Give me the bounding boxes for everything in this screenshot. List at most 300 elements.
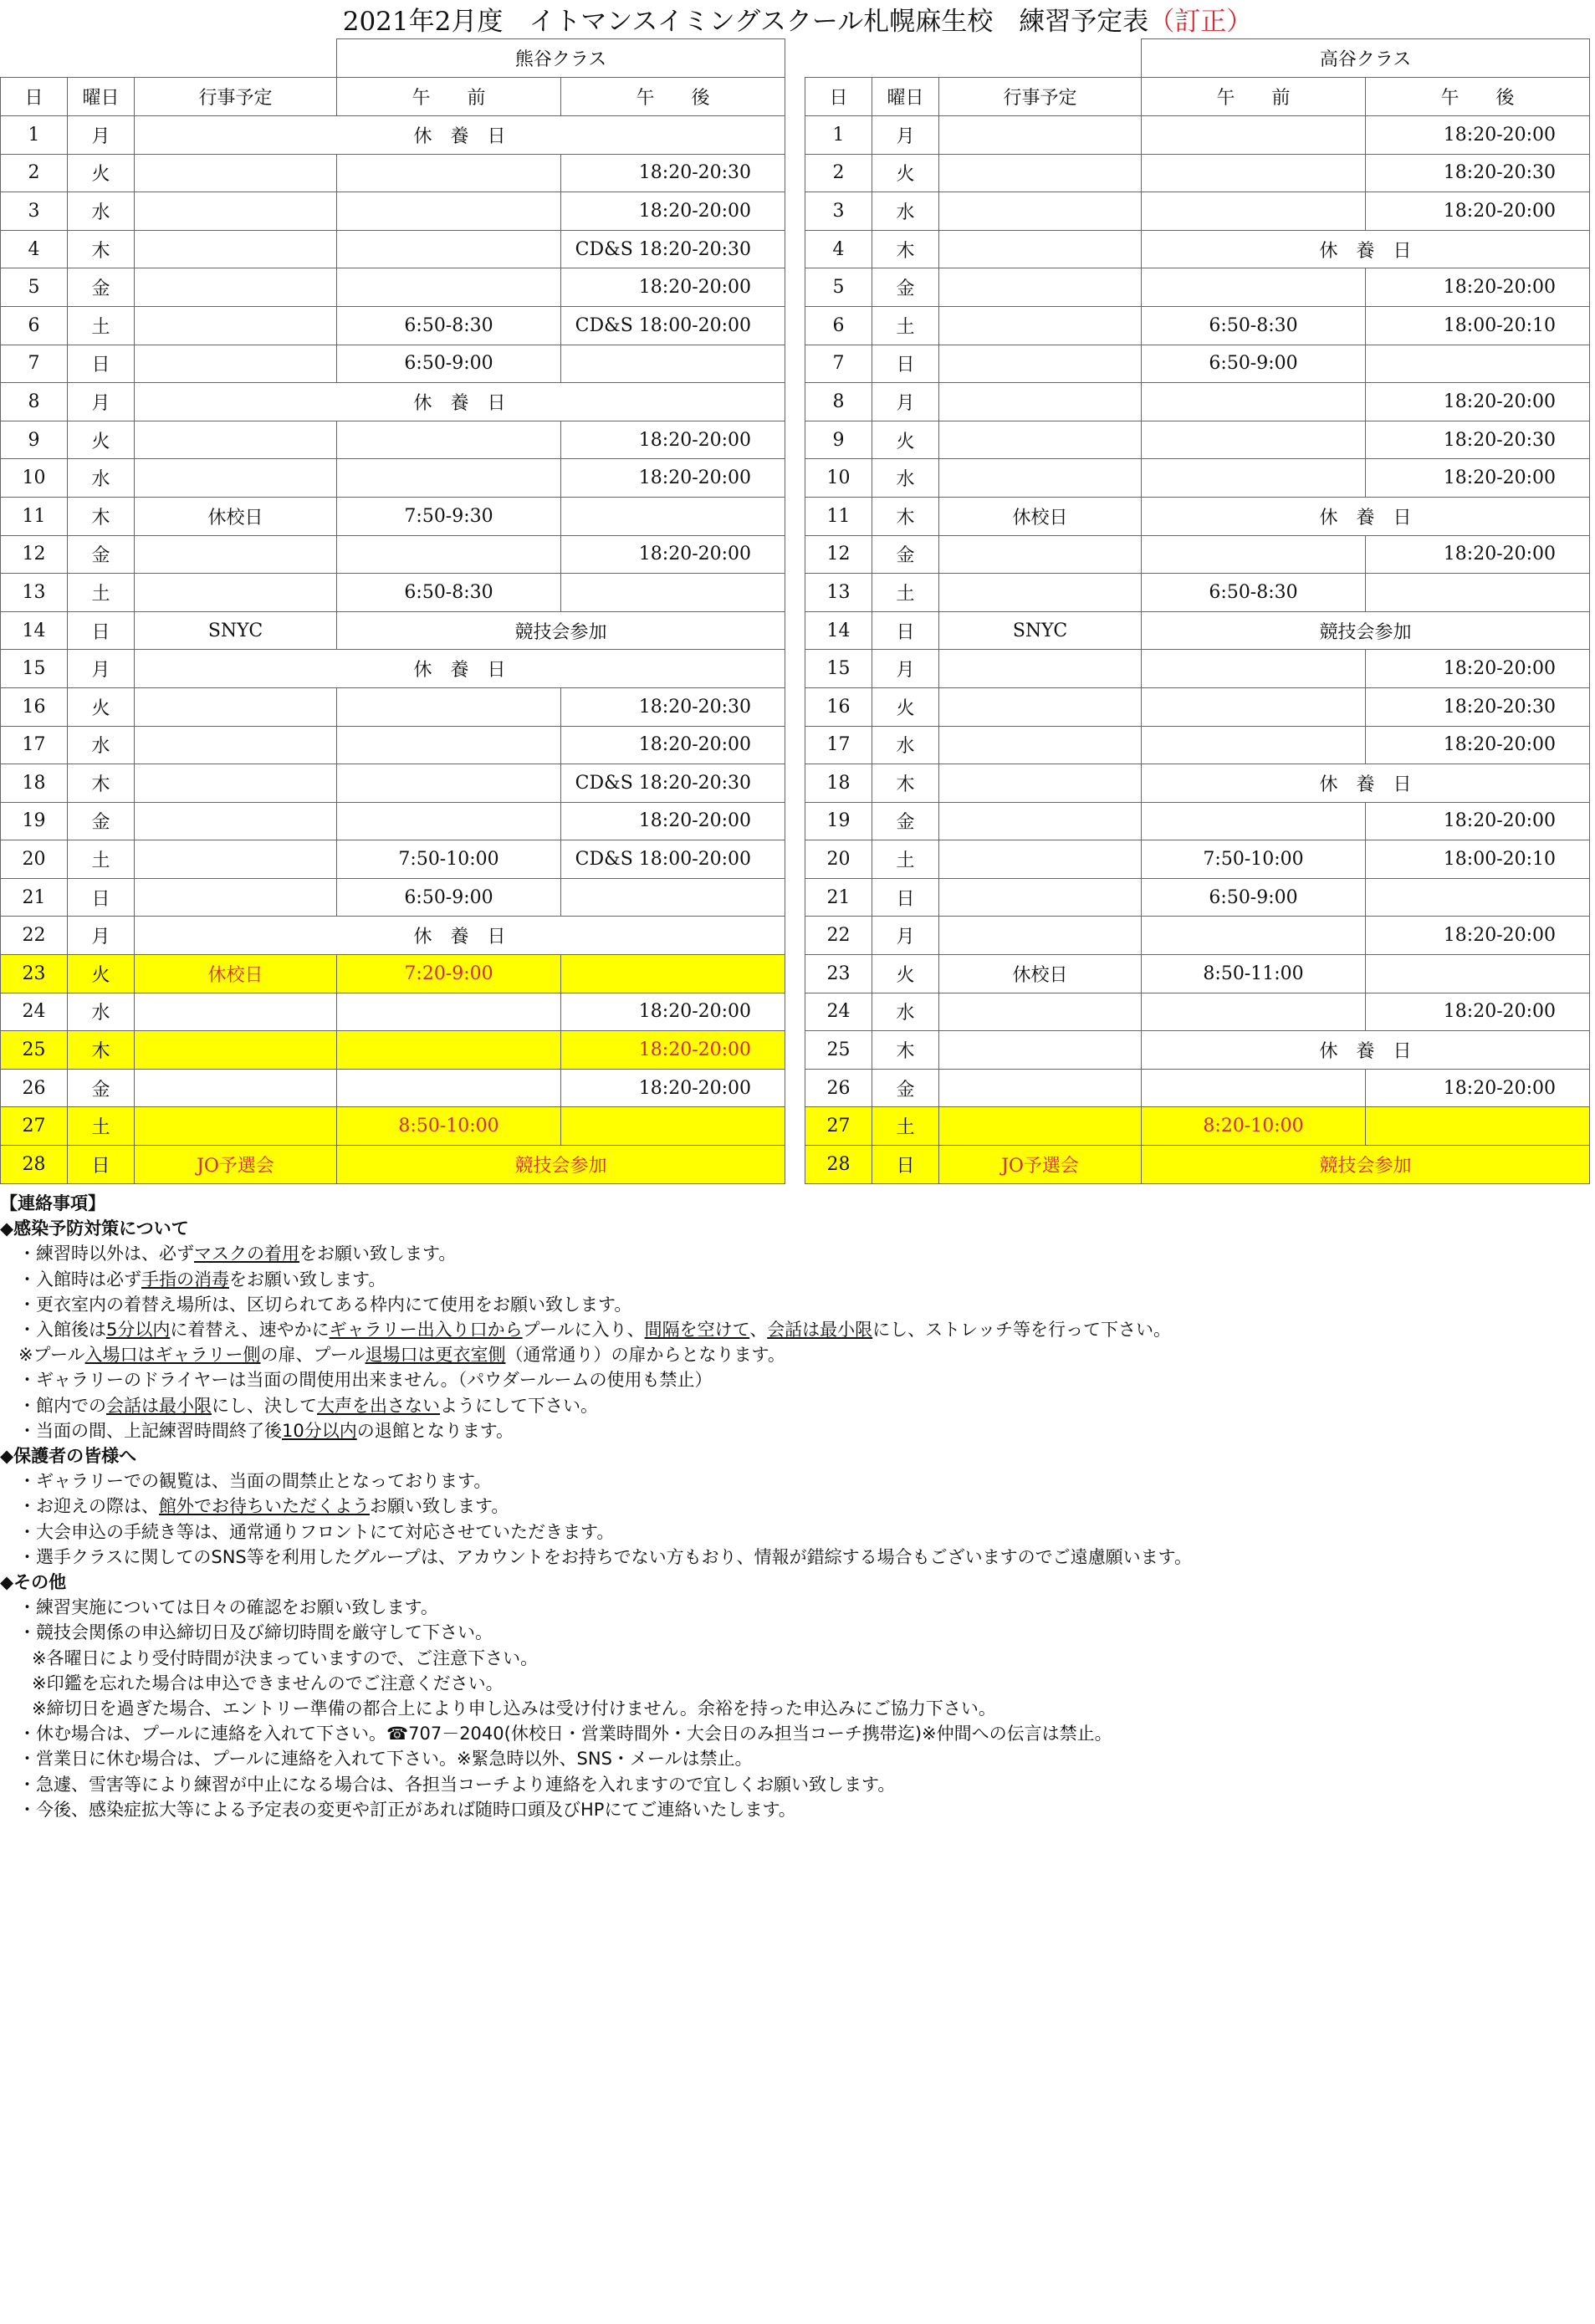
schedule-row (1, 650, 785, 688)
title-main: 2021年2月度 イトマンスイミングスクール札幌麻生校 練習予定表 (342, 7, 1149, 37)
day-cell: 24 (1, 993, 68, 1031)
day-cell: 11 (805, 497, 872, 535)
schedule-row (1, 802, 785, 840)
am-cell (1142, 726, 1366, 764)
day-cell: 6 (1, 306, 68, 345)
schedule-row (805, 535, 1590, 574)
notes-item: ・今後、感染症拡大等による予定表の変更や訂正があれば随時口頭及びHPにてご連絡いたします。 (18, 1799, 796, 1820)
day-cell: 13 (805, 574, 872, 612)
event-cell (939, 1031, 1142, 1070)
event-cell: 休校日 (135, 497, 337, 535)
class-name: 高谷クラス (1142, 39, 1590, 78)
day-cell: 4 (805, 230, 872, 268)
event-cell (135, 574, 337, 612)
event-cell (135, 687, 337, 726)
schedule-row (805, 306, 1590, 345)
weekday-cell: 金 (68, 268, 135, 307)
event-cell: SNYC (135, 611, 337, 650)
schedule-row (1, 1107, 785, 1146)
schedule-row (1, 535, 785, 574)
notes-item: ・入館後は5分以内に着替え、速やかにギャラリー出入り口からプールに入り、間隔を空けて、会話は最小限にし、ストレッチ等を行って下さい。 (18, 1320, 1171, 1340)
event-cell (135, 878, 337, 917)
event-cell (135, 802, 337, 840)
am-cell (1142, 993, 1366, 1031)
schedule-row (1, 840, 785, 879)
day-cell: 21 (1, 878, 68, 917)
notes-item: ・練習実施については日々の確認をお願い致します。 (18, 1597, 438, 1618)
notes-item: ・大会申込の手続き等は、通常通りフロントにて対応させていただきます。 (18, 1521, 615, 1542)
notes-heading: 【連絡事項】 (0, 1193, 105, 1213)
event-cell (939, 306, 1142, 345)
event-cell (135, 1069, 337, 1107)
notes-item: ※各曜日により受付時間が決まっていますので、ご注意下さい。 (32, 1647, 539, 1668)
col-am: 午 前 (1142, 78, 1366, 116)
header-blank (805, 39, 1142, 78)
day-cell: 7 (805, 345, 872, 383)
pm-cell (1366, 878, 1590, 917)
schedule-row (1, 955, 785, 993)
col-day: 日 (805, 78, 872, 116)
page-title (0, 5, 1595, 38)
schedule-row (1, 230, 785, 268)
day-cell: 7 (1, 345, 68, 383)
schedule-row (805, 955, 1590, 993)
schedule-row (805, 459, 1590, 498)
pm-cell: 18:20-20:00 (1366, 726, 1590, 764)
notes-item: ・お迎えの際は、館外でお待ちいただくようお願い致します。 (18, 1496, 509, 1517)
day-cell: 3 (805, 192, 872, 231)
pm-cell: 18:20-20:00 (1366, 802, 1590, 840)
schedule-table-takaya (805, 38, 1590, 1184)
day-cell: 25 (805, 1031, 872, 1070)
weekday-cell: 水 (872, 459, 939, 498)
am-cell: 7:50-9:30 (337, 497, 561, 535)
weekday-cell: 月 (68, 650, 135, 688)
weekday-cell: 火 (68, 421, 135, 459)
notes-item: ・競技会関係の申込締切日及び締切時間を厳守して下さい。 (18, 1622, 493, 1643)
notes-item: ・更衣室内の着替え場所は、区切られてある枠内にて使用をお願い致します。 (18, 1294, 632, 1315)
notes-item: ・練習時以外は、必ずマスクの着用をお願い致します。 (18, 1244, 457, 1264)
event-cell (135, 993, 337, 1031)
day-cell: 16 (805, 687, 872, 726)
day-cell: 10 (805, 459, 872, 498)
event-cell (939, 764, 1142, 803)
weekday-cell: 金 (872, 268, 939, 307)
day-cell: 6 (805, 306, 872, 345)
merged-time-cell: 競技会参加 (337, 1146, 785, 1184)
pm-cell: 18:20-20:00 (561, 802, 785, 840)
pm-cell: 18:20-20:30 (561, 687, 785, 726)
event-cell (135, 306, 337, 345)
event-cell (135, 535, 337, 574)
col-pm: 午 後 (561, 78, 785, 116)
rest-day-cell: 休 養 日 (135, 650, 785, 688)
am-cell: 7:50-10:00 (1142, 840, 1366, 879)
day-cell: 19 (805, 802, 872, 840)
merged-time-cell: 休 養 日 (1142, 497, 1590, 535)
notes-item: ・急遽、雪害等により練習が中止になる場合は、各担当コーチより連絡を入れますので宜しくお願い致します。 (18, 1774, 896, 1795)
notes-item: ※プール入場口はギャラリー側の扉、プール退場口は更衣室側（通常通り）の扉からとなります。 (18, 1345, 785, 1366)
weekday-cell: 水 (872, 993, 939, 1031)
day-cell: 12 (1, 535, 68, 574)
pm-cell (561, 878, 785, 917)
schedule-row (1, 687, 785, 726)
schedule-row (805, 230, 1590, 268)
day-cell: 2 (805, 154, 872, 192)
day-cell: 20 (805, 840, 872, 879)
day-cell: 14 (805, 611, 872, 650)
pm-cell: 18:20-20:30 (561, 154, 785, 192)
weekday-cell: 木 (872, 230, 939, 268)
event-cell (135, 230, 337, 268)
day-cell: 12 (805, 535, 872, 574)
schedule-row (805, 687, 1590, 726)
weekday-cell: 水 (68, 726, 135, 764)
weekday-cell: 金 (68, 535, 135, 574)
event-cell (135, 1107, 337, 1146)
weekday-cell: 火 (872, 421, 939, 459)
weekday-cell: 土 (68, 574, 135, 612)
col-day: 日 (1, 78, 68, 116)
event-cell (939, 459, 1142, 498)
event-cell (939, 192, 1142, 231)
am-cell (1142, 192, 1366, 231)
event-cell (939, 650, 1142, 688)
am-cell (1142, 383, 1366, 421)
event-cell (939, 535, 1142, 574)
weekday-cell: 水 (68, 459, 135, 498)
schedule-row (805, 116, 1590, 155)
notes-heading: ◆保護者の皆様へ (0, 1446, 137, 1466)
event-cell (939, 383, 1142, 421)
schedule-row (805, 917, 1590, 955)
event-cell: JO予選会 (939, 1146, 1142, 1184)
am-cell: 7:50-10:00 (337, 840, 561, 879)
weekday-cell: 土 (68, 1107, 135, 1146)
weekday-cell: 水 (68, 192, 135, 231)
am-cell: 6:50-9:00 (337, 345, 561, 383)
schedule-row (805, 497, 1590, 535)
day-cell: 8 (1, 383, 68, 421)
pm-cell (561, 574, 785, 612)
weekday-cell: 木 (68, 1031, 135, 1070)
day-cell: 17 (1, 726, 68, 764)
weekday-cell: 木 (872, 764, 939, 803)
day-cell: 18 (805, 764, 872, 803)
day-cell: 20 (1, 840, 68, 879)
merged-time-cell: 休 養 日 (1142, 1031, 1590, 1070)
am-cell (1142, 154, 1366, 192)
schedule-row (1, 611, 785, 650)
pm-cell: 18:20-20:00 (1366, 383, 1590, 421)
schedule-row (1, 1031, 785, 1070)
am-cell: 6:50-8:30 (1142, 574, 1366, 612)
am-cell (337, 535, 561, 574)
schedule-table-kumagai (0, 38, 785, 1184)
schedule-row (805, 611, 1590, 650)
notes-item: ・館内での会話は最小限にし、決して大声を出さないようにして下さい。 (18, 1395, 598, 1416)
am-cell (337, 1031, 561, 1070)
schedule-row (805, 421, 1590, 459)
col-event: 行事予定 (939, 78, 1142, 116)
weekday-cell: 火 (68, 687, 135, 726)
pm-cell (1366, 345, 1590, 383)
weekday-cell: 日 (872, 345, 939, 383)
am-cell (337, 230, 561, 268)
event-cell: 休校日 (135, 955, 337, 993)
am-cell: 8:50-11:00 (1142, 955, 1366, 993)
am-cell: 7:20-9:00 (337, 955, 561, 993)
schedule-row (805, 726, 1590, 764)
pm-cell (561, 345, 785, 383)
schedule-row (805, 1146, 1590, 1184)
event-cell (135, 840, 337, 879)
day-cell: 22 (805, 917, 872, 955)
merged-time-cell: 競技会参加 (337, 611, 785, 650)
am-cell (337, 192, 561, 231)
weekday-cell: 月 (68, 917, 135, 955)
pm-cell: 18:20-20:00 (1366, 917, 1590, 955)
schedule-row (1, 116, 785, 155)
am-cell (1142, 802, 1366, 840)
day-cell: 15 (805, 650, 872, 688)
weekday-cell: 木 (872, 1031, 939, 1070)
schedule-row (805, 993, 1590, 1031)
weekday-cell: 土 (872, 840, 939, 879)
schedule-row (805, 1107, 1590, 1146)
schedule-row (805, 1069, 1590, 1107)
event-cell (939, 345, 1142, 383)
day-cell: 16 (1, 687, 68, 726)
event-cell (939, 687, 1142, 726)
pm-cell: CD&S 18:20-20:30 (561, 764, 785, 803)
day-cell: 24 (805, 993, 872, 1031)
col-pm: 午 後 (1366, 78, 1590, 116)
event-cell (939, 154, 1142, 192)
day-cell: 2 (1, 154, 68, 192)
pm-cell (1366, 574, 1590, 612)
event-cell (939, 840, 1142, 879)
weekday-cell: 日 (68, 1146, 135, 1184)
day-cell: 5 (805, 268, 872, 307)
event-cell (135, 154, 337, 192)
weekday-cell: 水 (872, 192, 939, 231)
day-cell: 9 (1, 421, 68, 459)
day-cell: 27 (1, 1107, 68, 1146)
notes-item: ・選手クラスに関してのSNS等を利用したグループは、アカウントをお持ちでない方もおり、情報が錯綜する場合もございますのでご遠慮願います。 (18, 1546, 1192, 1567)
event-cell: 休校日 (939, 497, 1142, 535)
weekday-cell: 火 (68, 154, 135, 192)
weekday-cell: 日 (68, 611, 135, 650)
weekday-cell: 月 (872, 650, 939, 688)
notes-item: ※締切日を過ぎた場合、エントリー準備の都合上により申し込みは受け付けません。余裕を持った申込みにご協力下さい。 (32, 1698, 996, 1719)
day-cell: 17 (805, 726, 872, 764)
pm-cell (1366, 1107, 1590, 1146)
am-cell (337, 993, 561, 1031)
notes-item: ・営業日に休む場合は、プールに連絡を入れて下さい。※緊急時以外、SNS・メールは禁止。 (18, 1749, 753, 1770)
am-cell (1142, 535, 1366, 574)
schedule-row (1, 764, 785, 803)
day-cell: 19 (1, 802, 68, 840)
header-blank (1, 39, 337, 78)
weekday-cell: 土 (872, 1107, 939, 1146)
pm-cell: 18:20-20:00 (561, 726, 785, 764)
am-cell: 6:50-9:00 (1142, 345, 1366, 383)
event-cell (939, 726, 1142, 764)
schedule-row (1, 459, 785, 498)
pm-cell: 18:20-20:30 (1366, 687, 1590, 726)
pm-cell: 18:20-20:00 (561, 192, 785, 231)
am-cell (1142, 459, 1366, 498)
schedule-row (1, 345, 785, 383)
event-cell (939, 878, 1142, 917)
event-cell (135, 421, 337, 459)
weekday-cell: 水 (68, 993, 135, 1031)
am-cell (337, 1069, 561, 1107)
weekday-cell: 火 (68, 955, 135, 993)
schedule-row (1, 1069, 785, 1107)
weekday-cell: 日 (872, 611, 939, 650)
event-cell (939, 574, 1142, 612)
am-cell (337, 421, 561, 459)
pm-cell: CD&S 18:00-20:00 (561, 840, 785, 879)
pm-cell (1366, 955, 1590, 993)
pm-cell: 18:20-20:00 (561, 1031, 785, 1070)
pm-cell: 18:20-20:00 (1366, 459, 1590, 498)
pm-cell: 18:20-20:00 (561, 1069, 785, 1107)
col-event: 行事予定 (135, 78, 337, 116)
weekday-cell: 土 (68, 840, 135, 879)
merged-time-cell: 競技会参加 (1142, 611, 1590, 650)
weekday-cell: 金 (68, 802, 135, 840)
schedule-row (805, 345, 1590, 383)
pm-cell: 18:20-20:00 (1366, 650, 1590, 688)
pm-cell: 18:20-20:30 (1366, 421, 1590, 459)
weekday-cell: 日 (68, 878, 135, 917)
merged-time-cell: 競技会参加 (1142, 1146, 1590, 1184)
day-cell: 18 (1, 764, 68, 803)
day-cell: 4 (1, 230, 68, 268)
day-cell: 8 (805, 383, 872, 421)
event-cell (939, 421, 1142, 459)
event-cell (135, 192, 337, 231)
pm-cell: CD&S 18:20-20:30 (561, 230, 785, 268)
pm-cell: 18:20-20:30 (1366, 154, 1590, 192)
schedule-row (1, 917, 785, 955)
day-cell: 25 (1, 1031, 68, 1070)
schedule-row (1, 574, 785, 612)
rest-day-cell: 休 養 日 (135, 383, 785, 421)
notes-item: ・ギャラリーのドライヤーは当面の間使用出来ません。（パウダールームの使用も禁止） (18, 1370, 713, 1391)
weekday-cell: 火 (872, 154, 939, 192)
weekday-cell: 水 (872, 726, 939, 764)
weekday-cell: 金 (872, 802, 939, 840)
weekday-cell: 月 (872, 917, 939, 955)
day-cell: 1 (1, 116, 68, 155)
pm-cell: 18:20-20:00 (1366, 993, 1590, 1031)
rest-day-cell: 休 養 日 (135, 917, 785, 955)
pm-cell: 18:20-20:00 (1366, 192, 1590, 231)
am-cell (337, 764, 561, 803)
weekday-cell: 木 (872, 497, 939, 535)
am-cell (337, 802, 561, 840)
pm-cell: 18:00-20:10 (1366, 840, 1590, 879)
day-cell: 21 (805, 878, 872, 917)
day-cell: 3 (1, 192, 68, 231)
merged-time-cell: 休 養 日 (1142, 230, 1590, 268)
title-correction-mark: （訂正） (1148, 7, 1253, 37)
day-cell: 9 (805, 421, 872, 459)
weekday-cell: 月 (872, 383, 939, 421)
event-cell (939, 1107, 1142, 1146)
am-cell: 6:50-9:00 (337, 878, 561, 917)
weekday-cell: 金 (872, 535, 939, 574)
schedule-row (805, 650, 1590, 688)
schedule-row (1, 268, 785, 307)
event-cell (939, 993, 1142, 1031)
pm-cell: 18:20-20:00 (561, 535, 785, 574)
schedule-row (1, 497, 785, 535)
pm-cell: 18:20-20:00 (561, 459, 785, 498)
event-cell (135, 726, 337, 764)
schedule-row (805, 383, 1590, 421)
weekday-cell: 日 (68, 345, 135, 383)
event-cell (135, 1031, 337, 1070)
weekday-cell: 金 (872, 1069, 939, 1107)
day-cell: 28 (805, 1146, 872, 1184)
weekday-cell: 木 (68, 497, 135, 535)
notes-item: ・当面の間、上記練習時間終了後10分以内の退館となります。 (18, 1420, 514, 1441)
pm-cell: CD&S 18:00-20:00 (561, 306, 785, 345)
weekday-cell: 木 (68, 230, 135, 268)
event-cell: JO予選会 (135, 1146, 337, 1184)
weekday-cell: 木 (68, 764, 135, 803)
schedule-row (1, 726, 785, 764)
notes-item: ※印鑑を忘れた場合は申込できませんのでご注意ください。 (32, 1673, 504, 1693)
schedule-row (1, 1146, 785, 1184)
event-cell (135, 764, 337, 803)
day-cell: 11 (1, 497, 68, 535)
am-cell: 8:50-10:00 (337, 1107, 561, 1146)
am-cell (337, 726, 561, 764)
event-cell (939, 230, 1142, 268)
day-cell: 23 (1, 955, 68, 993)
schedule-row (1, 993, 785, 1031)
day-cell: 13 (1, 574, 68, 612)
weekday-cell: 土 (68, 306, 135, 345)
am-cell (1142, 650, 1366, 688)
pm-cell: 18:00-20:10 (1366, 306, 1590, 345)
weekday-cell: 火 (872, 955, 939, 993)
am-cell: 6:50-8:30 (1142, 306, 1366, 345)
pm-cell (561, 497, 785, 535)
am-cell: 6:50-8:30 (337, 306, 561, 345)
col-am: 午 前 (337, 78, 561, 116)
am-cell (337, 154, 561, 192)
event-cell (939, 802, 1142, 840)
pm-cell: 18:20-20:00 (561, 268, 785, 307)
notes-heading: ◆感染予防対策について (0, 1218, 189, 1239)
pm-cell: 18:20-20:00 (561, 421, 785, 459)
event-cell (135, 268, 337, 307)
event-cell: 休校日 (939, 955, 1142, 993)
am-cell: 8:20-10:00 (1142, 1107, 1366, 1146)
event-cell (135, 345, 337, 383)
class-name: 熊谷クラス (337, 39, 785, 78)
notes-item: ・休む場合は、プールに連絡を入れて下さい。☎707－2040(休校日・営業時間外・大会日のみ担当コーチ携帯迄)※仲間への伝言は禁止。 (18, 1724, 1112, 1744)
day-cell: 22 (1, 917, 68, 955)
am-cell (337, 459, 561, 498)
